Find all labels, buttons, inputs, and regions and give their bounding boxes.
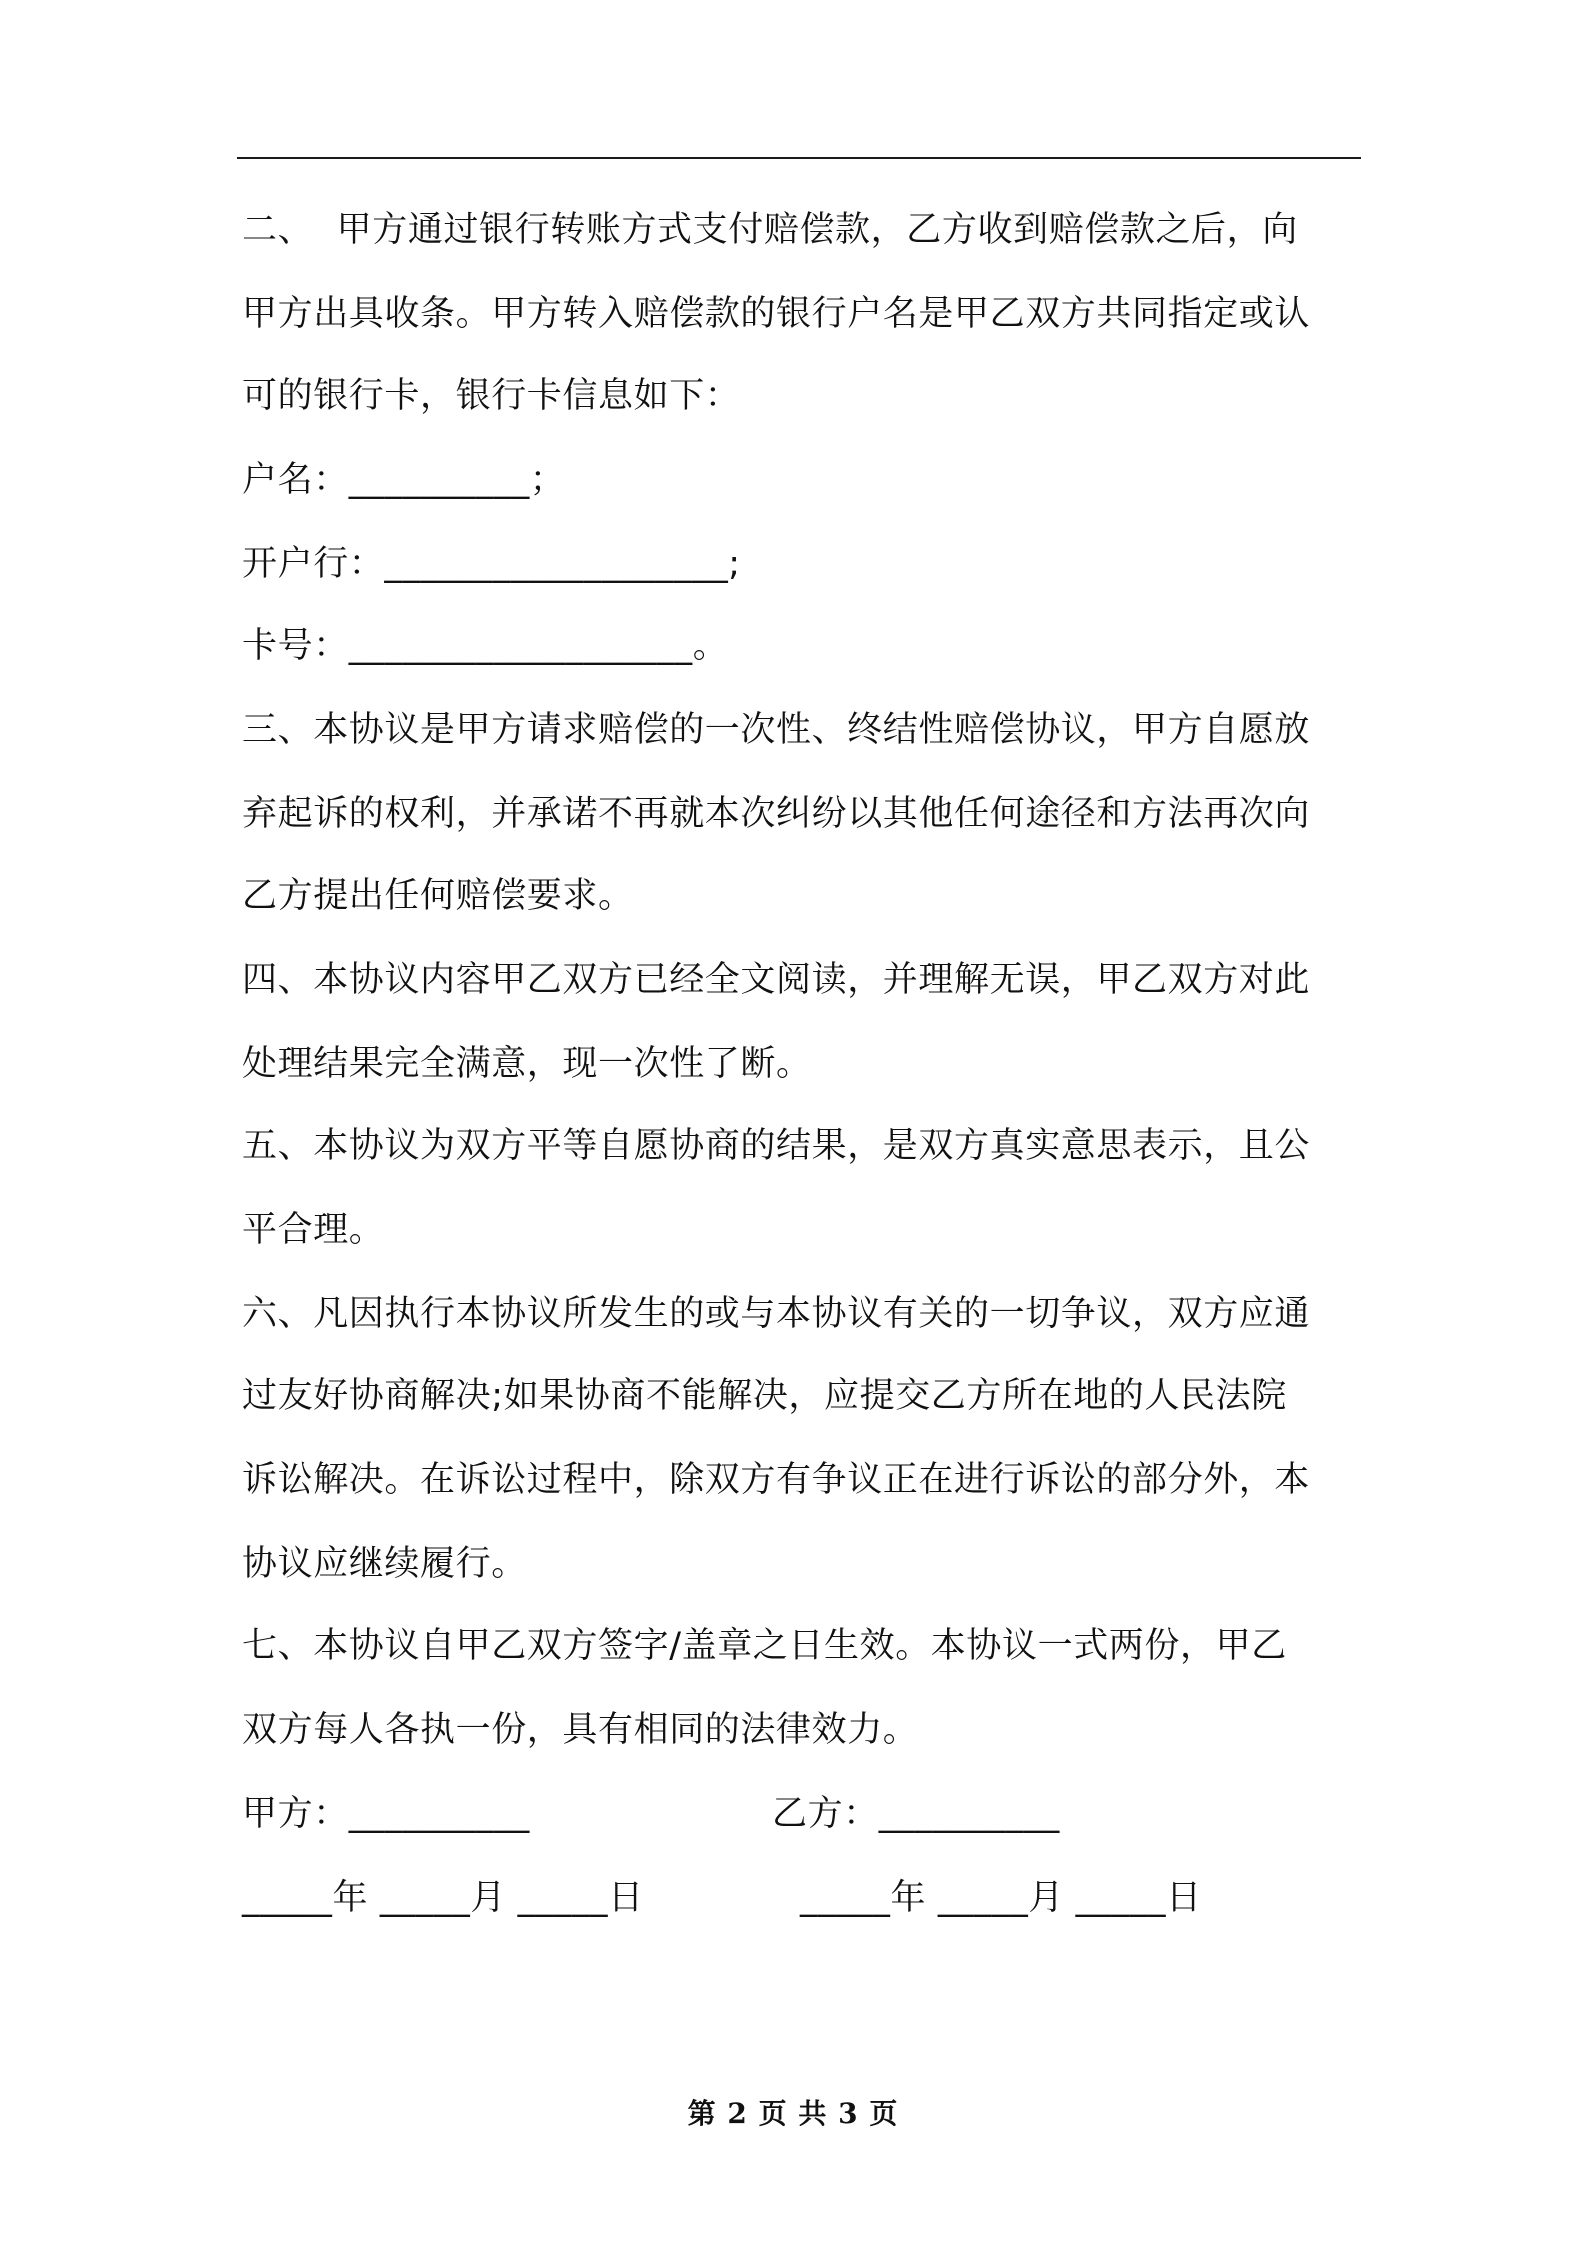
clause-3-line-3: 乙方提出任何赔偿要求。 [242, 876, 634, 916]
clause-4-line-1: 四、本协议内容甲乙双方已经全文阅读，并理解无误，甲乙双方对此 [242, 960, 1311, 1000]
clause-3-line-1: 三、本协议是甲方请求赔偿的一次性、终结性赔偿协议，甲方自愿放 [242, 710, 1311, 750]
clause-3-line-2: 弃起诉的权利，并承诺不再就本次纠纷以其他任何途径和方法再次向 [242, 794, 1311, 834]
clause-6-line-2: 过友好协商解决;如果协商不能解决，应提交乙方所在地的人民法院 [242, 1376, 1287, 1416]
party-a-signature: 甲方：__________ [242, 1794, 530, 1834]
account-name-field: 户名：__________； [242, 460, 566, 500]
clause-5-line-2: 平合理。 [242, 1210, 385, 1250]
page-number: 第 2 页 共 3 页 [687, 2097, 899, 2130]
card-number-field: 卡号：___________________。 [242, 626, 729, 666]
clause-6-line-4: 协议应继续履行。 [242, 1544, 527, 1584]
clause-2-line-3: 可的银行卡，银行卡信息如下： [242, 376, 741, 416]
party-a-date: _____年 _____月 _____日 [242, 1878, 644, 1918]
party-b-signature: 乙方：__________ [772, 1794, 1060, 1834]
clause-4-line-2: 处理结果完全满意，现一次性了断。 [242, 1044, 812, 1084]
clause-5-line-1: 五、本协议为双方平等自愿协商的结果，是双方真实意思表示，且公 [242, 1126, 1311, 1166]
clause-2-line-1: 二、 甲方通过银行转账方式支付赔偿款，乙方收到赔偿款之后，向 [242, 210, 1298, 250]
clause-7-line-1: 七、本协议自甲乙双方签字/盖章之日生效。本协议一式两份，甲乙 [242, 1626, 1287, 1666]
clause-6-line-3: 诉讼解决。在诉讼过程中，除双方有争议正在进行诉讼的部分外，本 [242, 1460, 1311, 1500]
clause-2-line-2: 甲方出具收条。甲方转入赔偿款的银行户名是甲乙双方共同指定或认 [242, 294, 1311, 334]
clause-7-line-2: 双方每人各执一份，具有相同的法律效力。 [242, 1710, 919, 1750]
party-b-date: _____年 _____月 _____日 [800, 1878, 1202, 1918]
clause-6-line-1: 六、凡因执行本协议所发生的或与本协议有关的一切争议，双方应通 [242, 1294, 1311, 1334]
bank-branch-field: 开户行：___________________; [242, 544, 741, 584]
header-divider [237, 157, 1361, 159]
